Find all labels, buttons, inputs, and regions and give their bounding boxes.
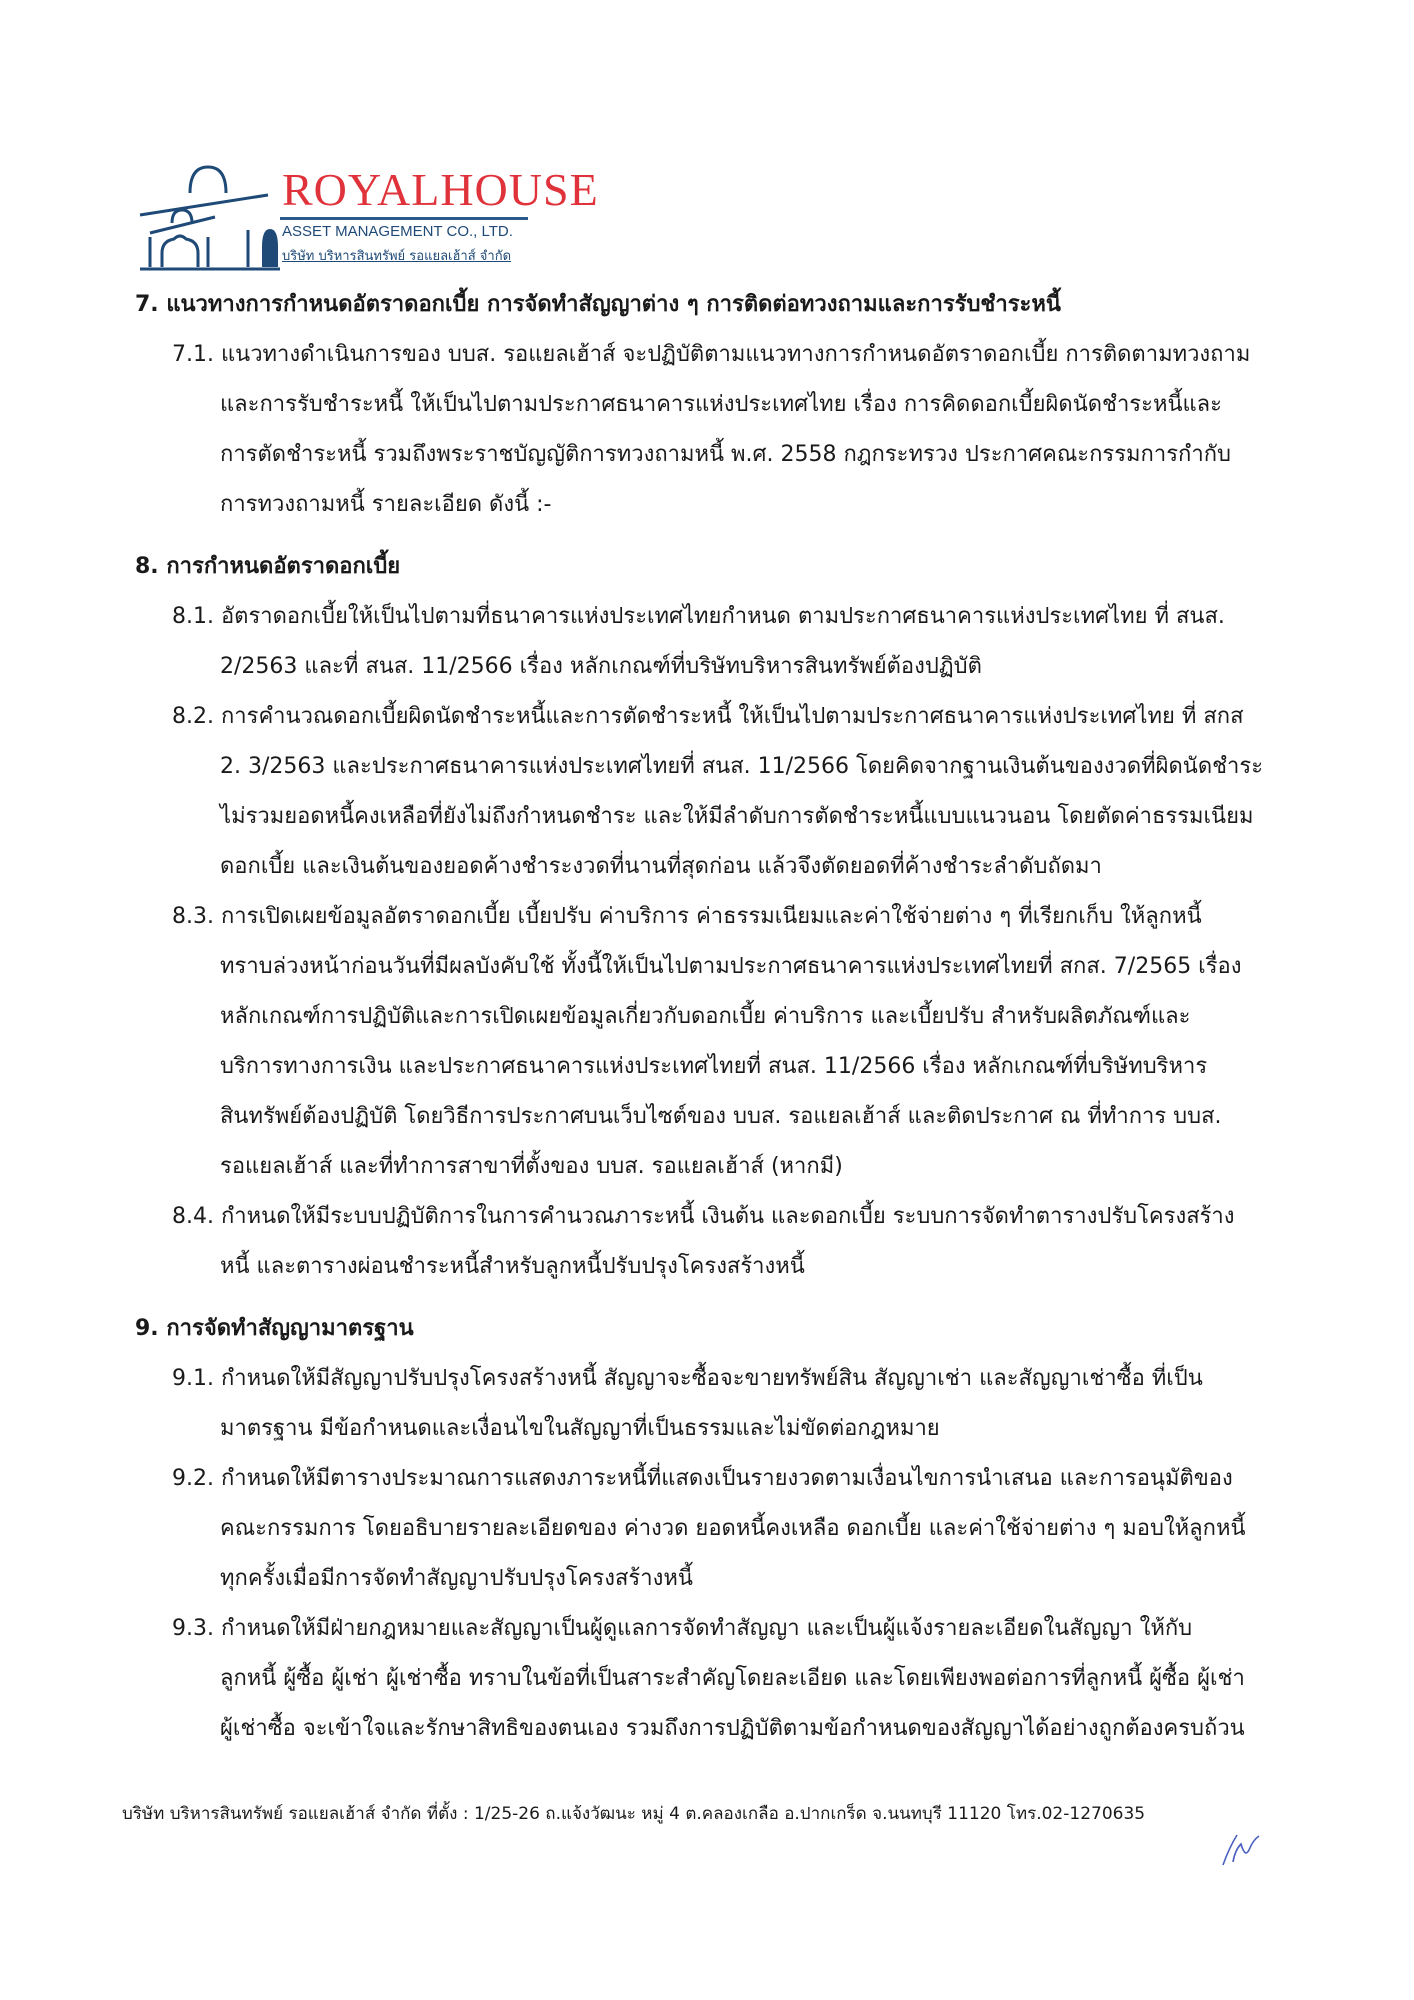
clause-line: ทุกครั้งเมื่อมีการจัดทำสัญญาปรับปรุงโครงสร้างหนี้ <box>220 1566 693 1591</box>
clause-line: ไม่รวมยอดหนี้คงเหลือที่ยังไม่ถึงกำหนดชำระ และให้มีลำดับการตัดชำระหนี้แบบแนวนอน โดยตัดค่าธรรมเนียม <box>220 804 1254 829</box>
clause-first-line: 7.1. แนวทางดำเนินการของ บบส. รอแยลเฮ้าส์ จะปฏิบัติตามแนวทางการกำหนดอัตราดอกเบี้ย การติดตามทวงถาม <box>172 342 1251 367</box>
clause-line: รอแยลเฮ้าส์ และที่ทำการสาขาที่ตั้งของ บบส. รอแยลเฮ้าส์ (หากมี) <box>220 1154 843 1179</box>
clause-first-line: 8.3. การเปิดเผยข้อมูลอัตราดอกเบี้ย เบี้ยปรับ ค่าบริการ ค่าธรรมเนียมและค่าใช้จ่ายต่าง ๆ ที่เรียกเก็บ ให้ลูกหนี้ <box>172 904 1202 929</box>
clause-line: การตัดชำระหนี้ รวมถึงพระราชบัญญัติการทวงถามหนี้ พ.ศ. 2558 กฎกระทรวง ประกาศคณะกรรมการกำกับ <box>220 442 1231 467</box>
clause-line: ลูกหนี้ ผู้ซื้อ ผู้เช่า ผู้เช่าซื้อ ทราบในข้อที่เป็นสาระสำคัญโดยละเอียด และโดยเพียงพอต่อการที่ลูกหนี้ ผู้ซื้อ ผู้เช่า <box>220 1666 1245 1691</box>
signature-initials <box>1215 1830 1265 1870</box>
clause-line: 2. 3/2563 และประกาศธนาคารแห่งประเทศไทยที่ สนส. 11/2566 โดยคิดจากฐานเงินต้นของงวดที่ผิดนัดชำระ <box>220 754 1264 779</box>
clause-line: บริการทางการเงิน และประกาศธนาคารแห่งประเทศไทยที่ สนส. 11/2566 เรื่อง หลักเกณฑ์ที่บริษัทบริหาร <box>220 1054 1208 1079</box>
clause-line: สินทรัพย์ต้องปฏิบัติ โดยวิธีการประกาศบนเว็บไซต์ของ บบส. รอแยลเฮ้าส์ และติดประกาศ ณ ที่ทำการ บบส. <box>220 1104 1222 1129</box>
section-heading: 7. แนวทางการกำหนดอัตราดอกเบี้ย การจัดทำสัญญาต่าง ๆ การติดต่อทวงถามและการรับชำระหนี้ <box>135 292 1061 317</box>
clause-line: 2/2563 และที่ สนส. 11/2566 เรื่อง หลักเกณฑ์ที่บริษัทบริหารสินทรัพย์ต้องปฏิบัติ <box>220 654 982 679</box>
clause-first-line: 8.1. อัตราดอกเบี้ยให้เป็นไปตามที่ธนาคารแห่งประเทศไทยกำหนด ตามประกาศธนาคารแห่งประเทศไทย ที่ สนส. <box>172 604 1225 629</box>
clause-line: ดอกเบี้ย และเงินต้นของยอดค้างชำระงวดที่นานที่สุดก่อน แล้วจึงตัดยอดที่ค้างชำระลำดับถัดมา <box>220 854 1102 879</box>
clause-line: ทราบล่วงหน้าก่อนวันที่มีผลบังคับใช้ ทั้งนี้ให้เป็นไปตามประกาศธนาคารแห่งประเทศไทยที่ สกส. 7/2565 เรื่อง <box>220 954 1242 979</box>
section-heading: 9. การจัดทำสัญญามาตรฐาน <box>135 1316 414 1341</box>
clause-line: มาตรฐาน มีข้อกำหนดและเงื่อนไขในสัญญาที่เป็นธรรมและไม่ขัดต่อกฎหมาย <box>220 1416 940 1441</box>
company-logo <box>130 164 599 275</box>
footer-address: บริษัท บริหารสินทรัพย์ รอแยลเฮ้าส์ จำกัด ที่ตั้ง : 1/25-26 ถ.แจ้งวัฒนะ หมู่ 4 ต.คลองเกลือ อ.ปากเกร็ด จ.นนทบุรี 11120 โทร.02-1270635 <box>122 1804 1146 1824</box>
brand-subtitle-th: บริษัท บริหารสินทรัพย์ รอแยลเฮ้าส์ จำกัด <box>282 249 512 264</box>
clause-first-line: 9.1. กำหนดให้มีสัญญาปรับปรุงโครงสร้างหนี้ สัญญาจะซื้อจะขายทรัพย์สิน สัญญาเช่า และสัญญาเช่าซื้อ ที่เป็น <box>172 1366 1203 1391</box>
clause-line: ผู้เช่าซื้อ จะเข้าใจและรักษาสิทธิของตนเอง รวมถึงการปฏิบัติตามข้อกำหนดของสัญญาได้อย่างถูกต้องครบถ้วน <box>220 1716 1245 1741</box>
house-logo-icon <box>130 165 280 275</box>
clause-line: หลักเกณฑ์การปฏิบัติและการเปิดเผยข้อมูลเกี่ยวกับดอกเบี้ย ค่าบริการ และเบี้ยปรับ สำหรับผลิตภัณฑ์และ <box>220 1004 1191 1029</box>
brand-divider <box>280 217 528 220</box>
clause-line: คณะกรรมการ โดยอธิบายรายละเอียดของ ค่างวด ยอดหนี้คงเหลือ ดอกเบี้ย และค่าใช้จ่ายต่าง ๆ มอบให้ลูกหนี้ <box>220 1516 1246 1541</box>
brand-subtitle-en: ASSET MANAGEMENT CO., LTD. <box>282 223 513 240</box>
clause-first-line: 9.2. กำหนดให้มีตารางประมาณการแสดงภาระหนี้ที่แสดงเป็นรายงวดตามเงื่อนไขการนำเสนอ และการอนุมัติของ <box>172 1466 1233 1491</box>
brand-name: ROYALHOUSE <box>282 164 599 215</box>
document-body <box>0 280 1414 1754</box>
clause-first-line: 8.2. การคำนวณดอกเบี้ยผิดนัดชำระหนี้และการตัดชำระหนี้ ให้เป็นไปตามประกาศธนาคารแห่งประเทศไทย ที่ สกส <box>172 704 1244 729</box>
clause-line: และการรับชำระหนี้ ให้เป็นไปตามประกาศธนาคารแห่งประเทศไทย เรื่อง การคิดดอกเบี้ยผิดนัดชำระหนี้และ <box>220 392 1222 417</box>
section-heading: 8. การกำหนดอัตราดอกเบี้ย <box>135 554 401 579</box>
clause-line: หนี้ และตารางผ่อนชำระหนี้สำหรับลูกหนี้ปรับปรุงโครงสร้างหนี้ <box>220 1254 805 1279</box>
clause-first-line: 8.4. กำหนดให้มีระบบปฏิบัติการในการคำนวณภาระหนี้ เงินต้น และดอกเบี้ย ระบบการจัดทำตารางปรับโครงสร้าง <box>172 1204 1235 1229</box>
clause-first-line: 9.3. กำหนดให้มีฝ่ายกฎหมายและสัญญาเป็นผู้ดูแลการจัดทำสัญญา และเป็นผู้แจ้งรายละเอียดในสัญญา ให้กับ <box>172 1616 1193 1641</box>
clause-line: การทวงถามหนี้ รายละเอียด ดังนี้ :- <box>220 492 552 517</box>
